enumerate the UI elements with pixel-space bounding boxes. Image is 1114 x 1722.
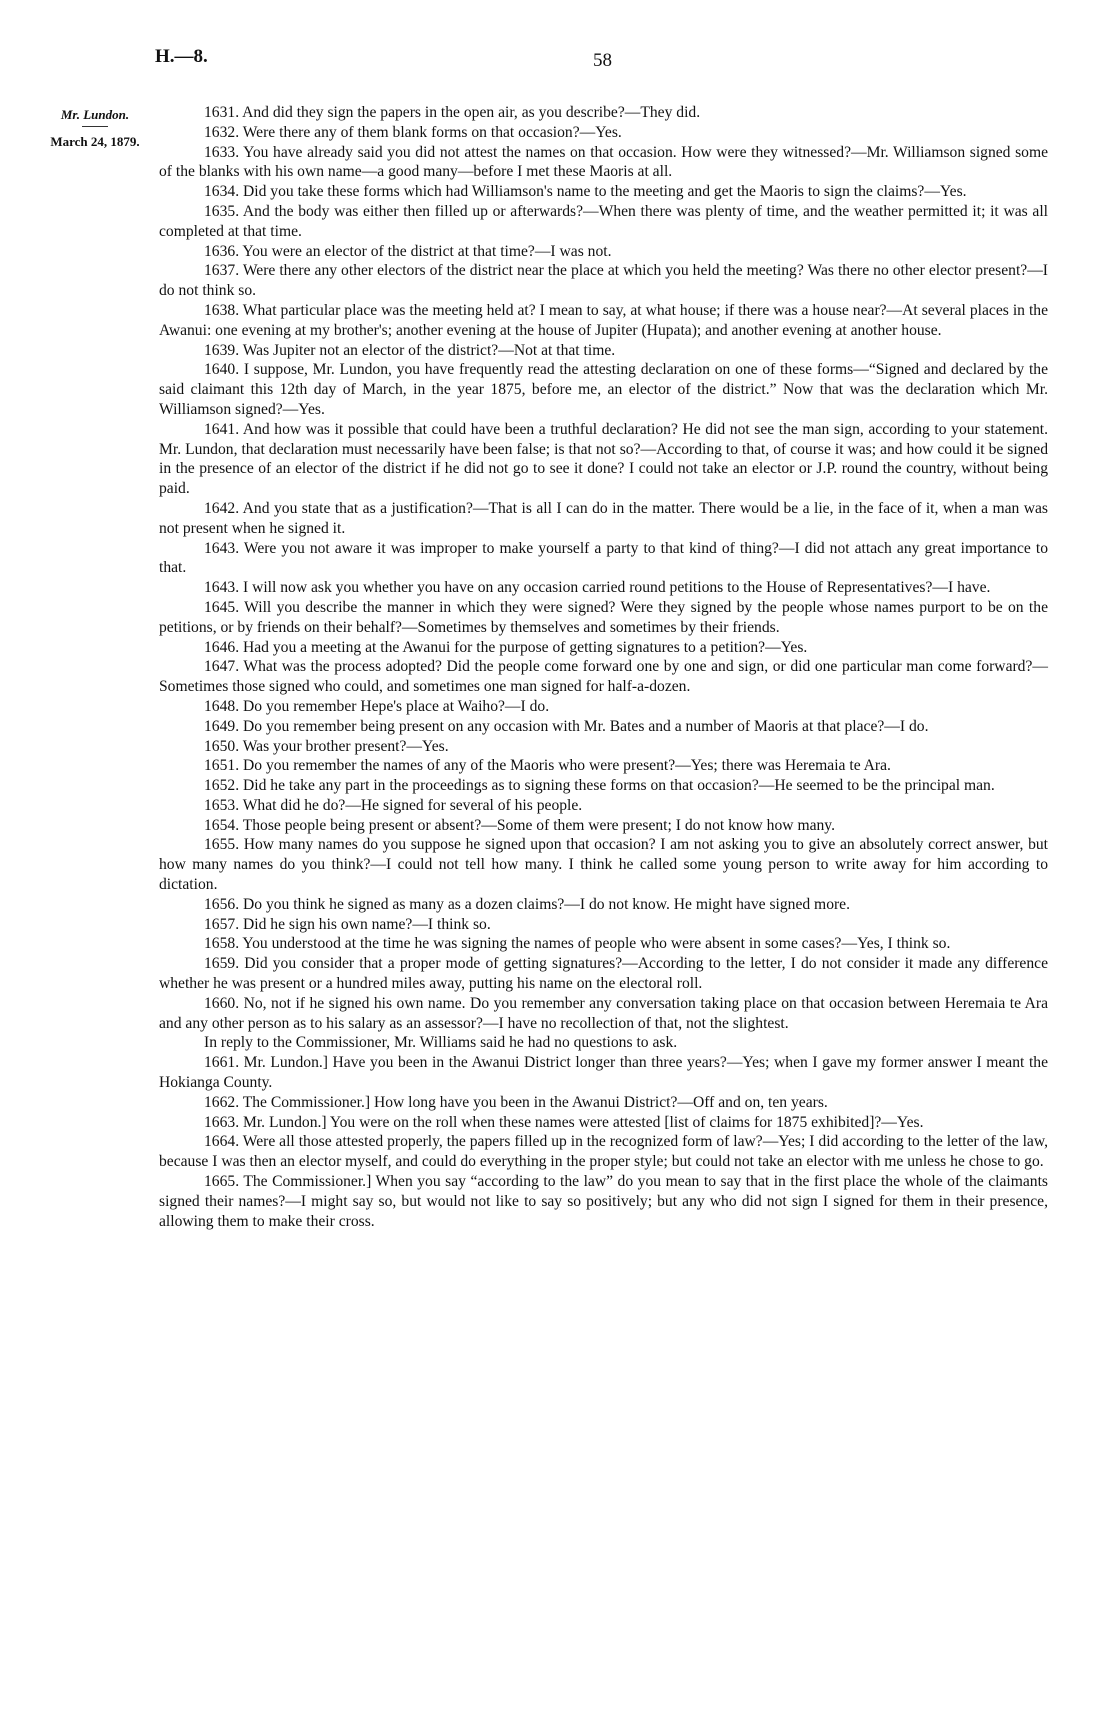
paragraph: 1660. No, not if he signed his own name. Do you remember any conversation taking place on that occasion between Heremaia te Ara and any other person as to his salary as an assessor?—I have no recollection of that, not the slightest. xyxy=(159,994,1048,1032)
paragraph: 1651. Do you remember the names of any of the Maoris who were present?—Yes; there was Heremaia te Ara. xyxy=(204,757,891,775)
paragraph: 1637. Were there any other electors of the district near the place at which you held the meeting? Was there no other elector present?—I do not think so. xyxy=(159,262,1048,300)
paragraph: 1642. And you state that as a justification?—That is all I can do in the matter. There would be a lie, in the face of it, when a man was not present when he signed it. xyxy=(159,499,1048,537)
paragraph: 1631. And did they sign the papers in the open air, as you describe?—They did. xyxy=(204,104,701,121)
paragraph: 1655. How many names do you suppose he signed upon that occasion? I am not asking you to give an absolutely correct answer, but how many names do you think?—I could not tell how many. I think he called some young person to write away for him according to dictation. xyxy=(159,836,1048,894)
paragraph: 1640. I suppose, Mr. Lundon, you have frequently read the attesting declaration on one of these forms—“Signed and declared by the said claimant this 12th day of March, in the year 1875, before me, an elector of the district.” Now that was the declaration which Mr. Williamson signed?—Yes. xyxy=(159,361,1048,418)
paragraph: 1652. Did he take any part in the proceedings as to signing these forms on that occasion?—He seemed to be the principal man. xyxy=(204,777,995,795)
paragraph: 1661. Mr. Lundon.] Have you been in the Awanui District longer than three years?—Yes; when I gave my former answer I meant the Hokianga County. xyxy=(159,1054,1048,1092)
paragraph: 1659. Did you consider that a proper mode of getting signatures?—According to the letter, I do not consider it made any difference whether he was present or a hundred miles away, putting his name on the electoral roll. xyxy=(159,955,1048,993)
paragraph: 1638. What particular place was the meeting held at? I mean to say, at what house; if there was a house near?—At several places in the Awanui: one evening at my brother's; another evening at the house of Jupiter (Hupata); and another evening at another house. xyxy=(159,301,1048,339)
page-number: 58 xyxy=(593,50,612,71)
paragraph: 1654. Those people being present or absent?—Some of them were present; I do not know how many. xyxy=(204,816,835,834)
paragraph: 1636. You were an elector of the district at that time?—I was not. xyxy=(204,242,612,260)
paragraph: 1641. And how was it possible that could have been a truthful declaration? He did not see the man sign, according to your statement. Mr. Lundon, that declaration must necessarily have been false; is that not so?—According to that, of course it was; and how could it be signed in the presence of an elector of the district if he did not go to see it done? I could not take an elector or J.P. round the country, without being paid. xyxy=(159,420,1048,498)
paragraph: 1647. What was the process adopted? Did the people come forward one by one and sign, or did one particular man come forward?—Sometimes those signed who could, and sometimes one man signed for half-a-dozen. xyxy=(159,658,1048,696)
paragraph: 1635. And the body was either then filled up or afterwards?—When there was plenty of time, and the weather permitted it; it was all completed at that time. xyxy=(159,202,1048,240)
hearing-date: March 24, 1879. xyxy=(50,134,140,149)
margin-divider xyxy=(82,126,108,127)
paragraph: 1665. The Commissioner.] When you say “according to the law” do you mean to say that in the first place the whole of the claimants signed their names?—I might say so, but would not like to say so positively; but any who did not sign I signed for them in their presence, allowing them to make their cross. xyxy=(159,1173,1048,1230)
paragraph: 1632. Were there any of them blank forms on that occasion?—Yes. xyxy=(204,123,622,141)
paragraph: In reply to the Commissioner, Mr. Williams said he had no questions to ask. xyxy=(204,1034,678,1052)
paragraph: 1649. Do you remember being present on any occasion with Mr. Bates and a number of Maoris at that place?—I do. xyxy=(204,717,929,735)
report-reference: H.—8. xyxy=(155,46,208,67)
paragraph: 1643. I will now ask you whether you have on any occasion carried round petitions to the House of Representatives?—I have. xyxy=(204,579,991,597)
paragraph: 1648. Do you remember Hepe's place at Waiho?—I do. xyxy=(204,697,550,715)
paragraph: 1634. Did you take these forms which had Williamson's name to the meeting and get the Maoris to sign the claims?—Yes. xyxy=(204,183,967,201)
testimony-text xyxy=(159,103,1048,1231)
paragraph: 1662. The Commissioner.] How long have you been in the Awanui District?—Off and on, ten years. xyxy=(204,1093,828,1111)
paragraph: 1643. Were you not aware it was improper to make yourself a party to that kind of thing?—I did not attach any great importance to that. xyxy=(159,539,1048,577)
margin-note xyxy=(30,106,160,150)
paragraph: 1633. You have already said you did not attest the names on that occasion. How were they witnessed?—Mr. Williamson signed some of the blanks with his own name—a good many—before I met these Maoris at all. xyxy=(159,143,1048,181)
paragraph: 1658. You understood at the time he was signing the names of people who were absent in some cases?—Yes, I think so. xyxy=(204,935,951,953)
paragraph: 1650. Was your brother present?—Yes. xyxy=(204,737,449,755)
paragraph: 1663. Mr. Lundon.] You were on the roll when these names were attested [list of claims for 1875 exhibited]?—Yes. xyxy=(204,1113,924,1131)
witness-name: Mr. Lundon. xyxy=(60,107,130,122)
paragraph: 1639. Was Jupiter not an elector of the district?—Not at that time. xyxy=(204,341,616,359)
paragraph: 1646. Had you a meeting at the Awanui for the purpose of getting signatures to a petition?—Yes. xyxy=(204,638,808,656)
paragraph: 1664. Were all those attested properly, the papers filled up in the recognized form of law?—Yes; I did according to the letter of the law, because I was then an elector myself, and could do everything in the proper style; but could not take an elector with me unless he chose to go. xyxy=(159,1133,1048,1171)
paragraph: 1656. Do you think he signed as many as a dozen claims?—I do not know. He might have signed more. xyxy=(204,895,850,913)
paragraph: 1645. Will you describe the manner in which they were signed? Were they signed by the people whose names purport to be on the petitions, or by friends on their behalf?—Sometimes by themselves and sometimes by their friends. xyxy=(159,598,1048,636)
paragraph: 1653. What did he do?—He signed for several of his people. xyxy=(204,796,583,814)
paragraph: 1657. Did he sign his own name?—I think so. xyxy=(204,915,491,933)
